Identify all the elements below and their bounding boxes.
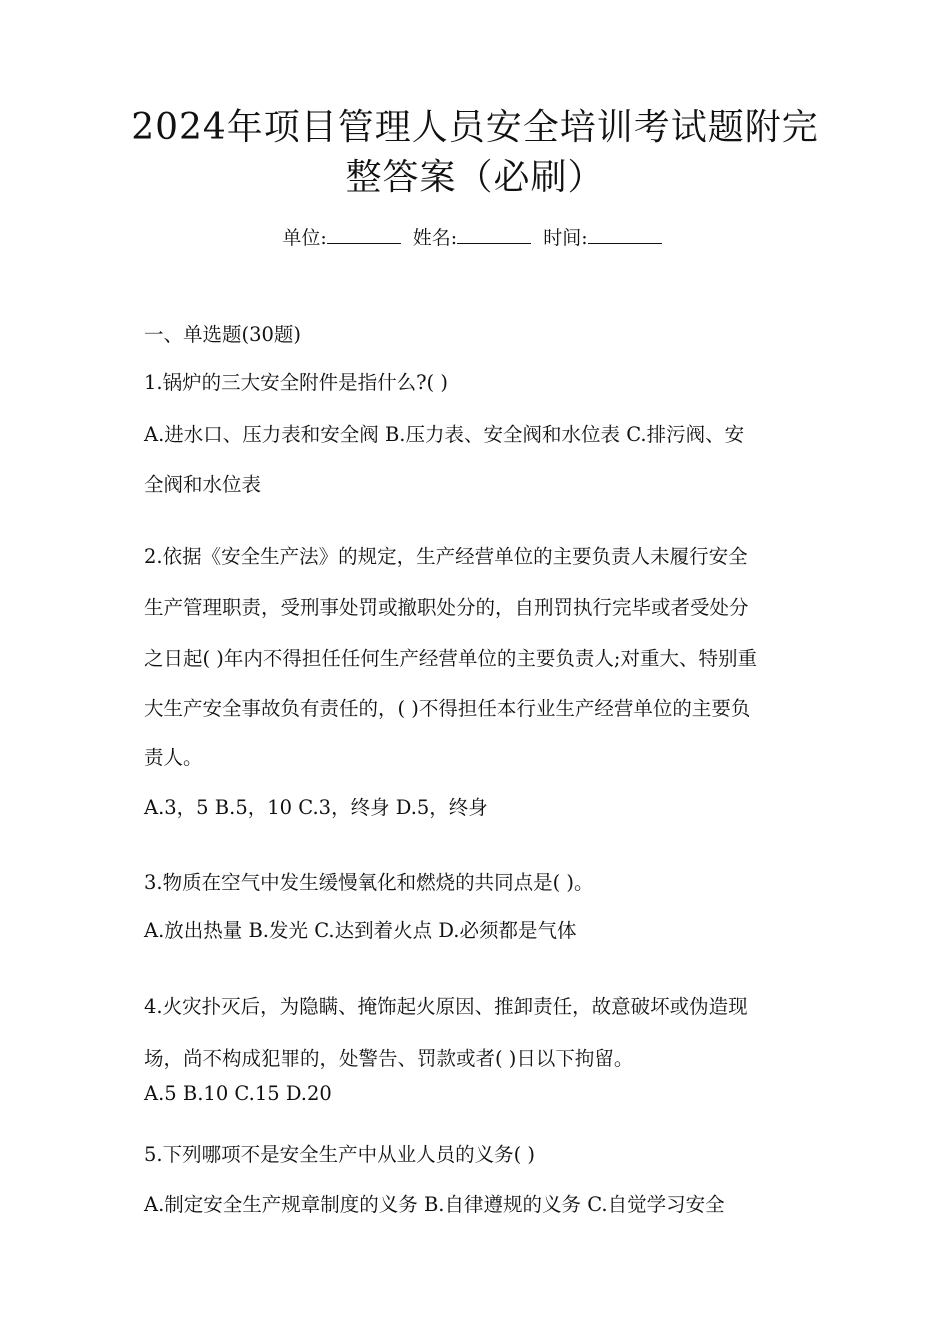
question-line: 4.火灾扑灭后，为隐瞒、掩饰起火原因、推卸责任，故意破坏或伪造现 (144, 995, 748, 1018)
time-blank (588, 225, 662, 244)
unit-blank (327, 225, 401, 244)
question-line: 3.物质在空气中发生缓慢氧化和燃烧的共同点是( )。 (144, 871, 594, 894)
options-line: A.放出热量 B.发光 C.达到着火点 D.必须都是气体 (144, 919, 577, 942)
question-line: 责人。 (144, 746, 203, 769)
question-line: 生产管理职责，受刑事处罚或撤职处分的，自刑罚执行完毕或者受处分 (144, 596, 749, 619)
unit-label: 单位: (282, 227, 327, 249)
question-line: 之日起( )年内不得担任任何生产经营单位的主要负责人;对重大、特别重 (144, 647, 757, 670)
section-heading: 一、单选题(30题) (144, 323, 302, 346)
document-title-line-2: 整答案（必刷） (345, 157, 605, 198)
header-fields (0, 224, 950, 252)
question-line: 大生产安全事故负有责任的，( )不得担任本行业生产经营单位的主要负 (144, 697, 751, 720)
question-line: 2.依据《安全生产法》的规定，生产经营单位的主要负责人未履行安全 (144, 545, 748, 568)
question-line: 5.下列哪项不是安全生产中从业人员的义务( ) (144, 1143, 536, 1166)
question-line: 1.锅炉的三大安全附件是指什么?( ) (144, 371, 448, 394)
name-blank (457, 225, 531, 244)
question-line: 场，尚不构成犯罪的，处警告、罚款或者( )日以下拘留。 (144, 1047, 634, 1070)
document-title-line-1: 2024年项目管理人员安全培训考试题附完 (131, 107, 819, 148)
time-label: 时间: (543, 227, 588, 249)
options-line: A.制定安全生产规章制度的义务 B.自律遵规的义务 C.自觉学习安全 (144, 1193, 725, 1216)
options-line: A.进水口、压力表和安全阀 B.压力表、安全阀和水位表 C.排污阀、安 (144, 423, 745, 446)
options-line: A.3，5 B.5，10 C.3，终身 D.5，终身 (144, 796, 488, 819)
options-line: 全阀和水位表 (144, 473, 262, 496)
name-label: 姓名: (412, 227, 458, 249)
options-line: A.5 B.10 C.15 D.20 (144, 1082, 332, 1105)
